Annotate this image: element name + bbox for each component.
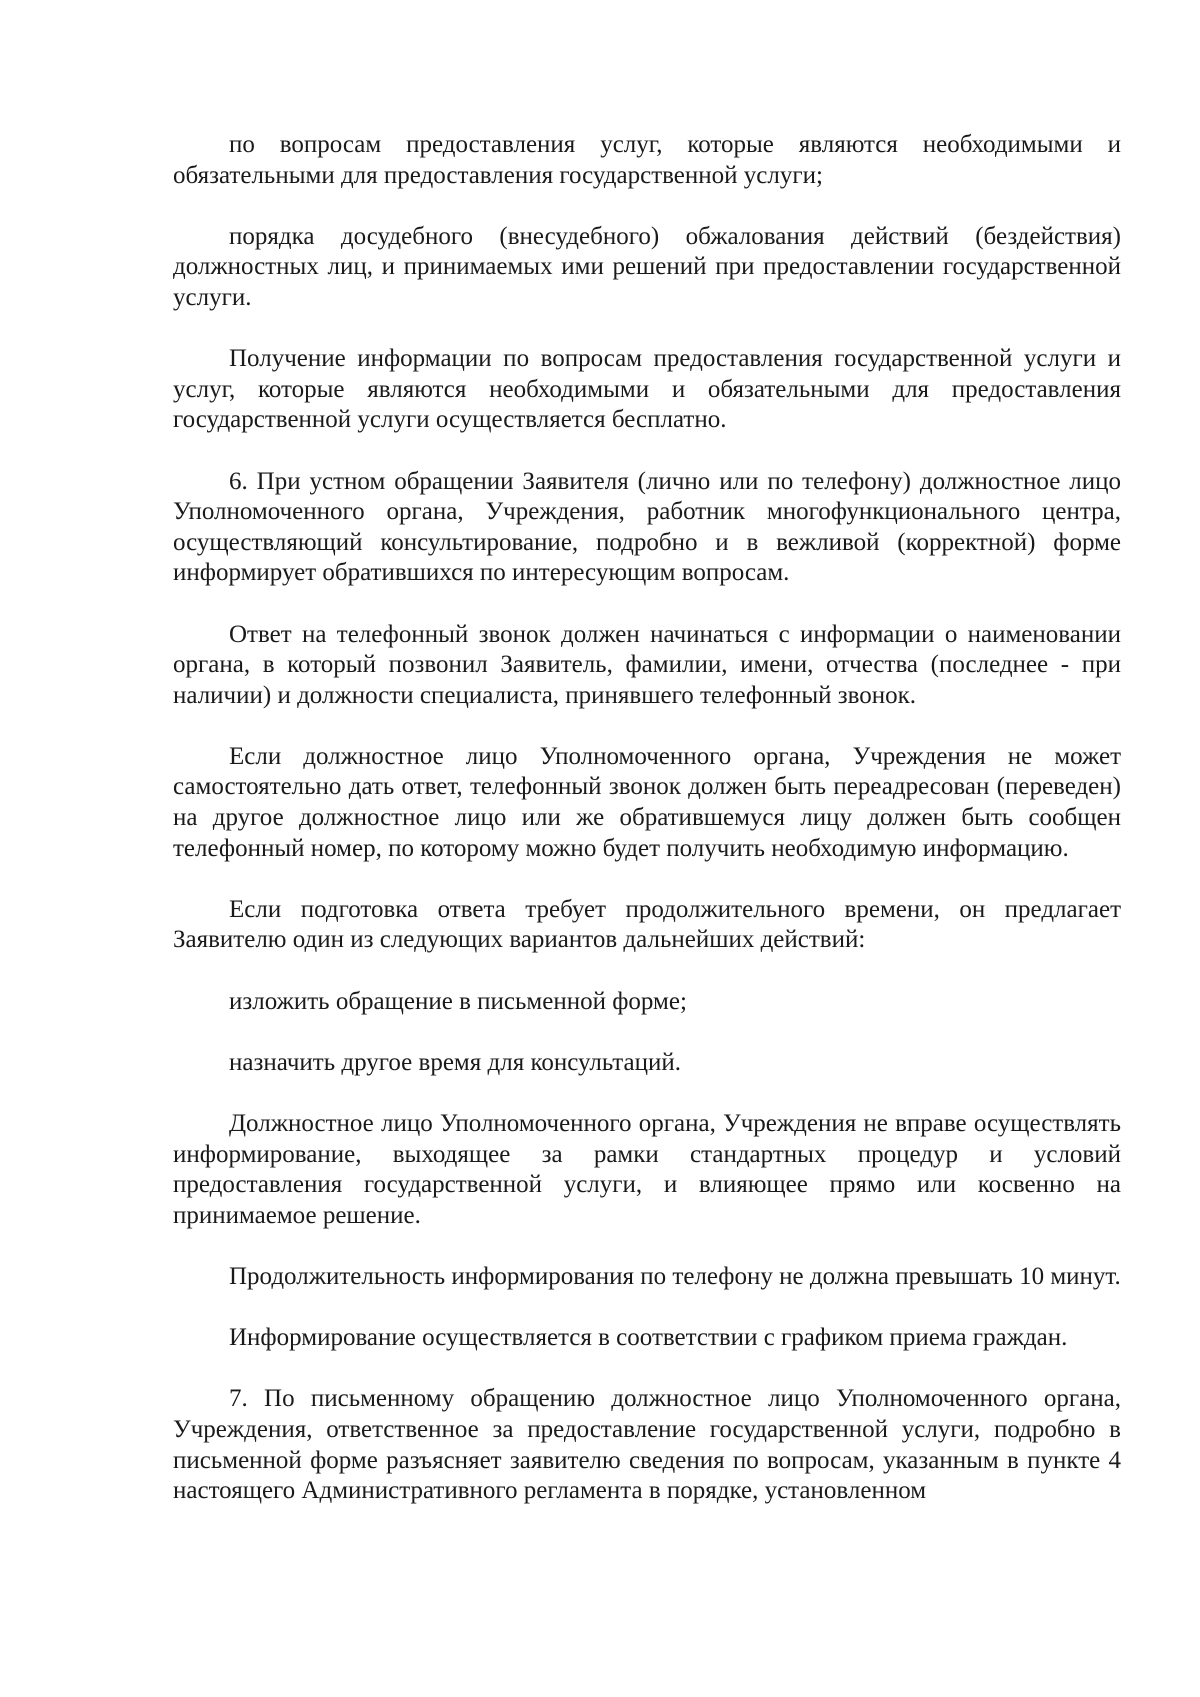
paragraph-informing-limits: Должностное лицо Уполномоченного органа, Учреждения не вправе осуществлять информирование, выходящее за рамки стандартных процедур и условий предоставления государственной услуги, и влияющее прямо или косвенно на принимаемое решение. [173, 1110, 1121, 1229]
document-body [173, 130, 1121, 1507]
paragraph-phone-answer: Ответ на телефонный звонок должен начинаться с информации о наименовании органа, в который позвонил Заявитель, фамилии, имени, отчества (последнее - при наличии) и должности специалиста, принявшего телефонный звонок. [173, 620, 1121, 709]
paragraph-phone-duration: Продолжительность информирования по телефону не должна превышать 10 минут. [229, 1262, 1121, 1290]
paragraph-schedule: Информирование осуществляется в соответствии с графиком приема граждан. [229, 1324, 1068, 1352]
paragraph-appeal-procedure: порядка досудебного (внесудебного) обжалования действий (бездействия) должностных лиц, и принимаемых ими решений при предоставлении государственной услуги. [173, 222, 1121, 311]
paragraph-item-7-written-request: 7. По письменному обращению должностное лицо Уполномоченного органа, Учреждения, ответственное за предоставление государственной услуги, подробно в письменной форме разъясняет заявителю сведения по вопросам, указанным в пункте 4 настоящего Административного регламента в порядке, установленном [173, 1385, 1121, 1505]
paragraph-option-other-time: назначить другое время для консультаций. [229, 1048, 682, 1076]
paragraph-free-information: Получение информации по вопросам предоставления государственной услуги и услуг, которые являются необходимыми и обязательными для предоставления государственной услуги осуществляется бесплатно. [173, 345, 1121, 434]
paragraph-long-answer-options: Если подготовка ответа требует продолжительного времени, он предлагает Заявителю один из следующих вариантов дальнейших действий: [173, 895, 1121, 954]
paragraph-option-written-form: изложить обращение в письменной форме; [229, 987, 687, 1015]
paragraph-call-redirect: Если должностное лицо Уполномоченного органа, Учреждения не может самостоятельно дать ответ, телефонный звонок должен быть переадресован (переведен) на другое должностное лицо или же обратившемуся лицу должен быть сообщен телефонный номер, по которому можно будет получить необходимую информацию. [173, 742, 1121, 862]
paragraph-services-questions: по вопросам предоставления услуг, которые являются необходимыми и обязательными для предоставления государственной услуги; [173, 131, 1121, 189]
paragraph-item-6-oral-request: 6. При устном обращении Заявителя (лично или по телефону) должностное лицо Уполномоченного органа, Учреждения, работник многофункционального центра, осуществляющий консультирование, подробно и в вежливой (корректной) форме информирует обратившихся по интересующим вопросам. [173, 467, 1121, 587]
